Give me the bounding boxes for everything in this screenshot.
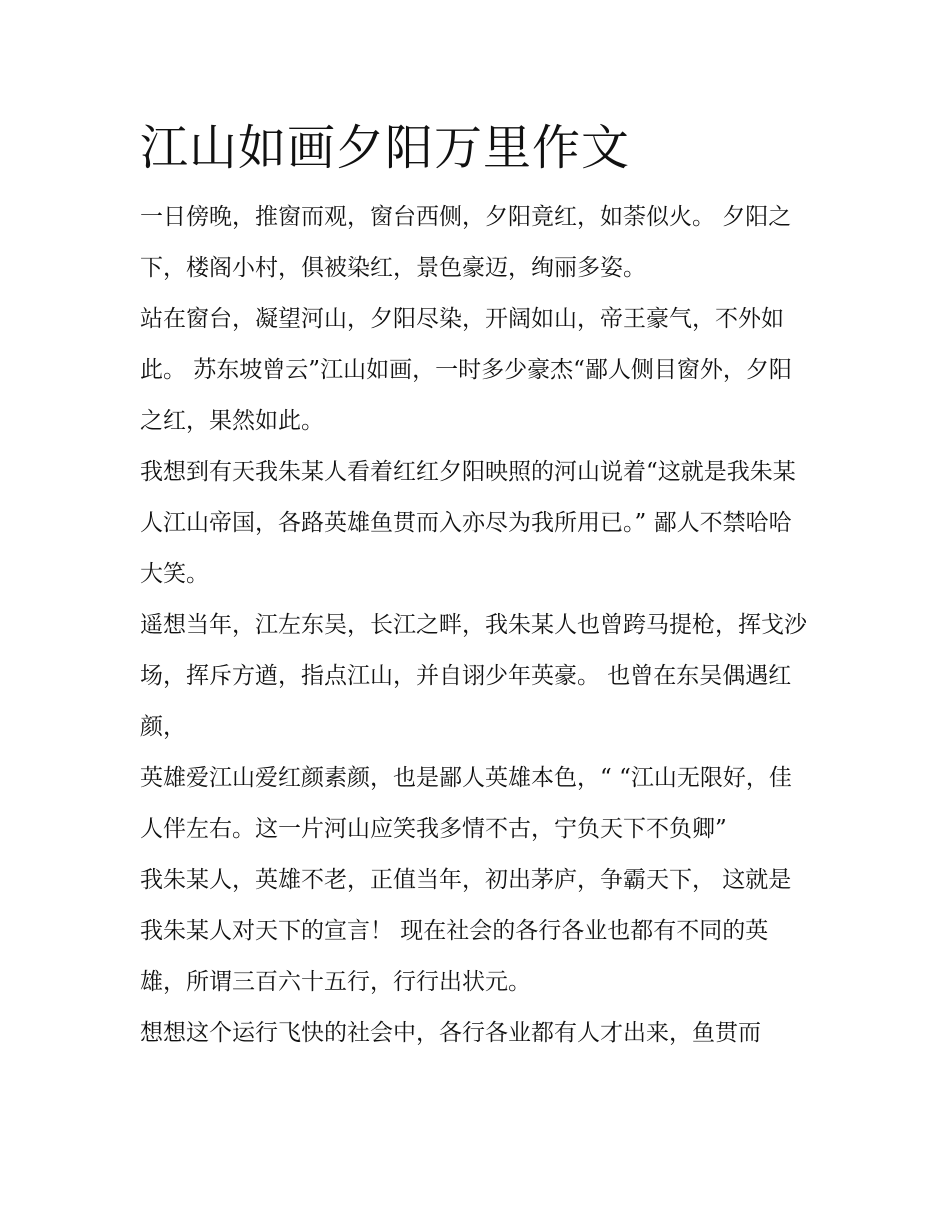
paragraph-6: 我朱某人，英雄不老，正值当年，初出茅庐，争霸天下， 这就是我朱某人对天下的宣言！ 现在社会的各行各业也都有不同的英雄，所谓三百六十五行，行行出状元。 — [140, 867, 792, 995]
paragraph-4: 遥想当年，江左东吴，长江之畔，我朱某人也曾跨马提枪，挥戈沙场，挥斥方遒，指点江山，并自诩少年英豪。 也曾在东吴偶遇红颜， — [140, 612, 807, 740]
document-title: 江山如画夕阳万里作文 — [140, 120, 631, 176]
paragraph-1: 一日傍晚，推窗而观，窗台西侧，夕阳竟红，如荼似火。 夕阳之下，楼阁小村，俱被染红，景色豪迈，绚丽多姿。 — [140, 204, 792, 281]
paragraph-3: 我想到有天我朱某人看着红红夕阳映照的河山说着“这就是我朱某人江山帝国，各路英雄鱼贯而入亦尽为我所用已。” 鄙人不禁哈哈大笑。 — [140, 459, 796, 587]
paragraph-7: 想想这个运行飞快的社会中，各行各业都有人才出来，鱼贯而 — [140, 1020, 761, 1046]
document-body — [140, 118, 812, 1059]
paragraph-5: 英雄爱江山爱红颜素颜，也是鄙人英雄本色，“ “江山无限好，佳人伴左右。这一片河山应笑我多情不古，宁负天下不负卿” — [140, 765, 792, 842]
paragraph-2: 站在窗台，凝望河山，夕阳尽染，开阔如山，帝王豪气，不外如此。 苏东坡曾云”江山如画，一时多少豪杰“鄙人侧目窗外，夕阳之红，果然如此。 — [140, 306, 792, 434]
